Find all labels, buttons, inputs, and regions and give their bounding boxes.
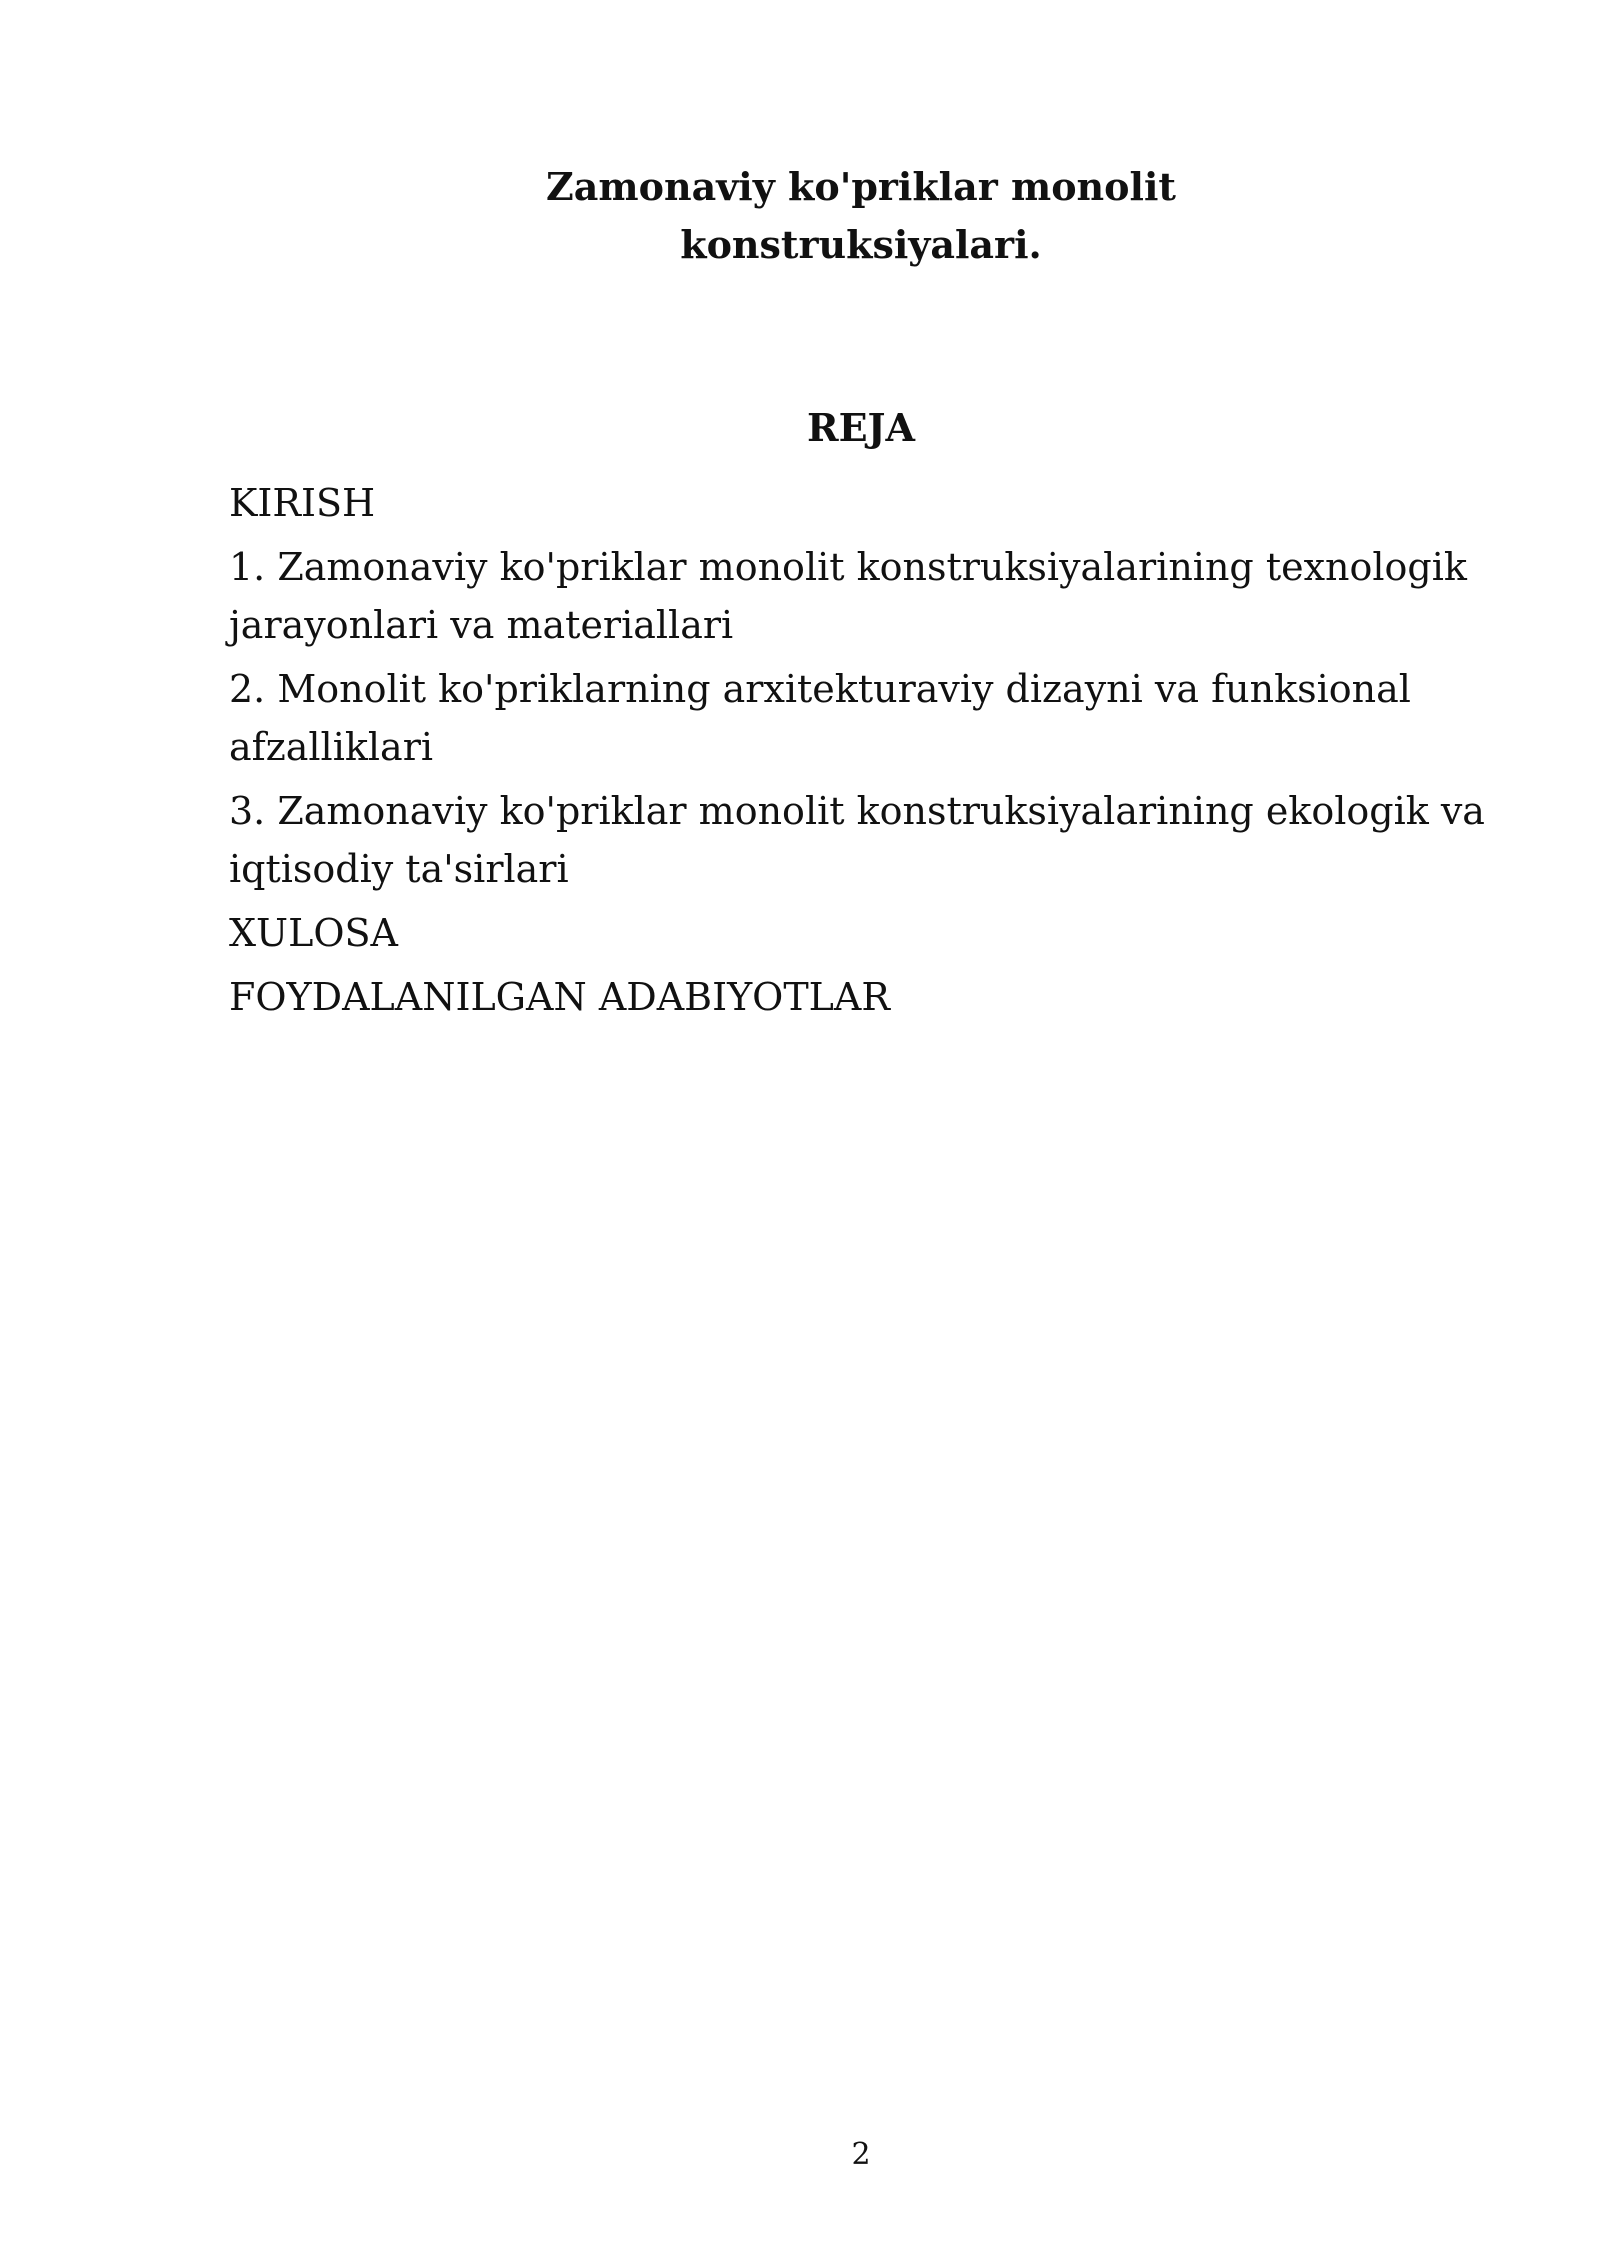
toc-item-section-3: 3. Zamonaviy ko'priklar monolit konstruksiyalarining ekologik va iqtisodiy ta'sirlari (229, 789, 1485, 891)
toc-item-section-2: 2. Monolit ko'priklarning arxitekturaviy dizayni va funksional afzalliklari (229, 667, 1411, 769)
table-of-contents (229, 474, 1529, 1032)
title-line-2: konstruksiyalari. (680, 222, 1042, 267)
document-title (0, 158, 1600, 274)
title-line-1: Zamonaviy ko'priklar monolit (546, 164, 1176, 209)
toc-item-conclusion: XULOSA (229, 911, 398, 955)
toc-item-references: FOYDALANILGAN ADABIYOTLAR (229, 975, 890, 1019)
toc-item-section-1: 1. Zamonaviy ko'priklar monolit konstruksiyalarining texnologik jarayonlari va materiallari (229, 545, 1467, 647)
toc-item-introduction: KIRISH (229, 481, 376, 525)
plan-heading: REJA (806, 405, 915, 450)
page-number: 2 (851, 2137, 871, 2172)
